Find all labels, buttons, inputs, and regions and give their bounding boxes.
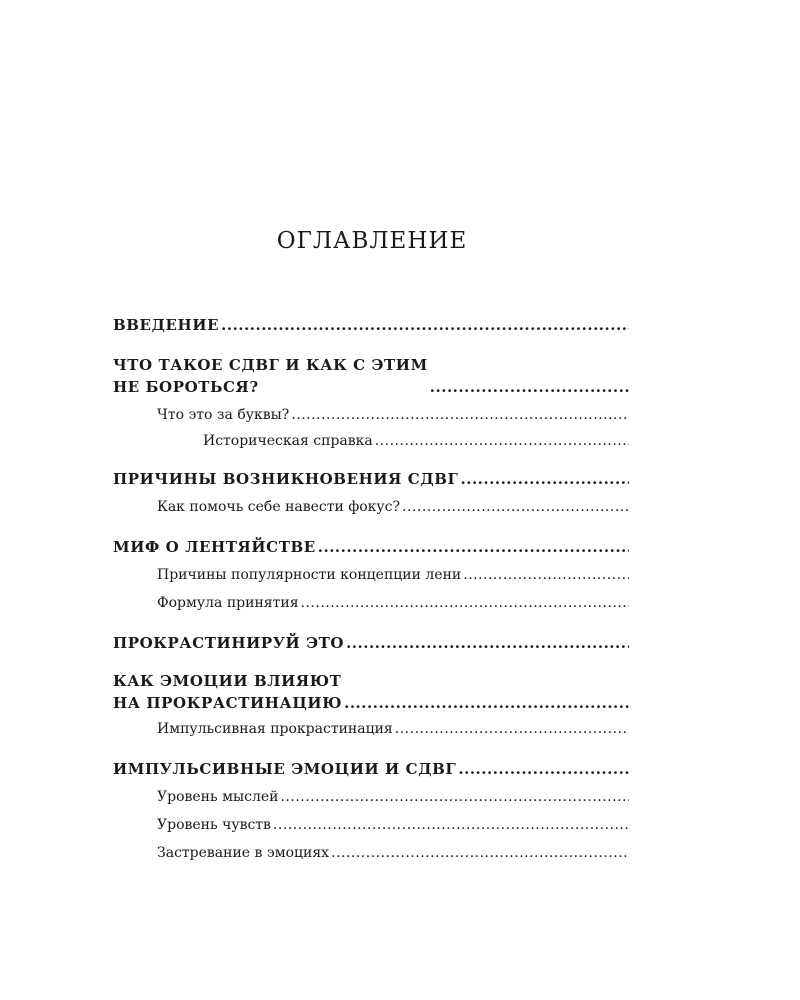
dot-leader [318, 536, 629, 558]
toc-chapter-entry[interactable] [113, 314, 629, 336]
toc-chapter-entry[interactable] [113, 468, 629, 490]
dot-leader [273, 814, 629, 836]
dot-leader [346, 632, 629, 654]
dot-leader [301, 592, 629, 614]
dot-leader [463, 564, 629, 586]
toc-chapter-entry[interactable] [113, 536, 629, 558]
toc-entry-label: Импульсивная прокрастинация [157, 721, 393, 737]
dot-leader [430, 376, 629, 398]
toc-section-entry[interactable] [113, 842, 629, 864]
toc-entry-label: ПРИЧИНЫ ВОЗНИКНОВЕНИЯ СДВГ [113, 470, 459, 488]
toc-entry-label: Застревание в эмоциях [157, 845, 330, 861]
dot-leader [402, 496, 629, 518]
dot-leader [291, 404, 629, 426]
toc-section-entry[interactable] [113, 592, 629, 614]
toc-section-entry[interactable] [113, 404, 629, 426]
toc-entry-label: Уровень мыслей [157, 789, 279, 805]
toc-section-entry[interactable] [113, 786, 629, 808]
toc-entry-label: Как помочь себе навести фокус? [157, 499, 401, 515]
toc-entry-label: ПРОКРАСТИНИРУЙ ЭТО [113, 634, 345, 652]
toc-section-entry[interactable] [113, 496, 629, 518]
toc-entry-label: МИФ О ЛЕНТЯЙСТВЕ [113, 538, 316, 556]
toc-section-entry[interactable] [113, 814, 629, 836]
toc-entry-label: ЧТО ТАКОЕ СДВГ И КАК С ЭТИМ НЕ БОРОТЬСЯ? [113, 356, 428, 396]
page-title: ОГЛАВЛЕНИЕ [276, 228, 468, 254]
dot-leader [331, 842, 629, 864]
dot-leader [280, 786, 629, 808]
toc-entry-label: ИМПУЛЬСИВНЫЕ ЭМОЦИИ И СДВГ [113, 760, 457, 778]
dot-leader [461, 468, 629, 490]
toc-entry-label: Причины популярности концепции лени [157, 567, 462, 583]
toc-section-entry[interactable] [113, 430, 629, 452]
dot-leader [395, 718, 629, 740]
toc-chapter-entry[interactable] [113, 632, 629, 654]
toc-entry-label: КАК ЭМОЦИИ ВЛИЯЮТ НА ПРОКРАСТИНАЦИЮ [113, 672, 343, 712]
toc-section-entry[interactable] [113, 718, 629, 740]
dot-leader [221, 314, 629, 336]
dot-leader [458, 758, 629, 780]
toc-entry-label: Что это за буквы? [157, 407, 290, 423]
toc-chapter-entry[interactable] [113, 354, 629, 398]
toc-entry-label: Историческая справка [203, 433, 373, 449]
toc-chapter-entry[interactable] [113, 670, 629, 714]
toc-entry-label: ВВЕДЕНИЕ [113, 316, 220, 334]
toc-entry-label: Уровень чувств [157, 817, 271, 833]
dot-leader [344, 692, 629, 714]
dot-leader [375, 430, 629, 452]
toc-entry-label: Формула принятия [157, 595, 299, 611]
toc-section-entry[interactable] [113, 564, 629, 586]
toc-chapter-entry[interactable] [113, 758, 629, 780]
